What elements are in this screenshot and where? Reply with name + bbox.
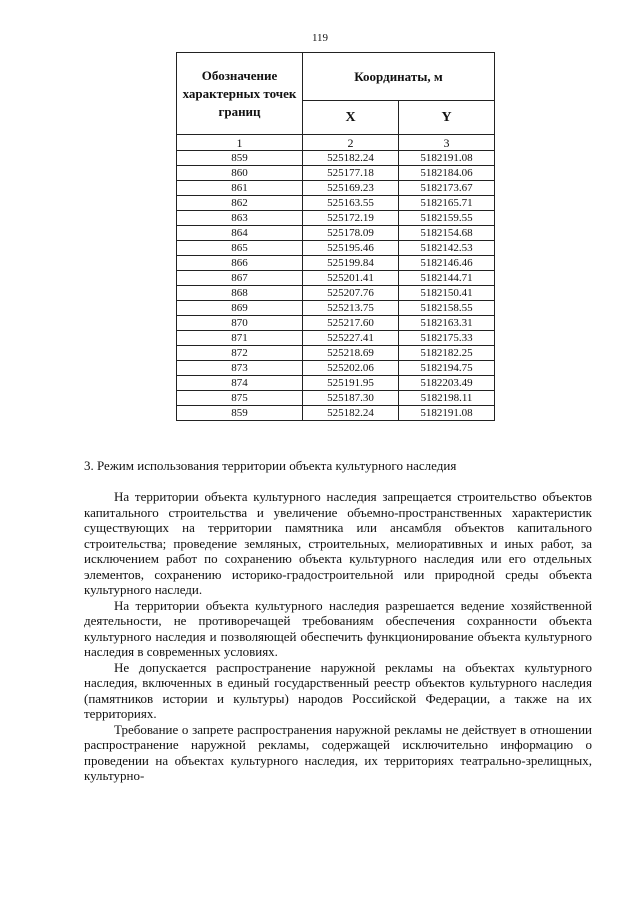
coord-y: 5182163.31 [399,316,495,331]
table-row [177,226,495,241]
coord-y: 5182150.41 [399,286,495,301]
table-row [177,241,495,256]
table-row [177,211,495,226]
coordinates-table [176,52,495,421]
coord-x: 525218.69 [303,346,399,361]
coord-y: 5182175.33 [399,331,495,346]
coord-x: 525217.60 [303,316,399,331]
coord-y: 5182142.53 [399,241,495,256]
table-row [177,316,495,331]
coord-y: 5182173.67 [399,181,495,196]
point-id: 870 [177,316,303,331]
point-id: 867 [177,271,303,286]
column-number: 2 [303,135,399,151]
coord-y: 5182184.06 [399,166,495,181]
body-text [84,489,592,784]
table-row [177,286,495,301]
coord-y: 5182198.11 [399,391,495,406]
point-id: 869 [177,301,303,316]
coord-x: 525195.46 [303,241,399,256]
coord-y: 5182165.71 [399,196,495,211]
coord-y: 5182191.08 [399,151,495,166]
page-number: 119 [311,32,329,44]
point-id: 859 [177,151,303,166]
coord-y: 5182159.55 [399,211,495,226]
column-number: 1 [177,135,303,151]
point-id: 864 [177,226,303,241]
table-row [177,301,495,316]
point-id: 871 [177,331,303,346]
coord-y: 5182191.08 [399,406,495,421]
coord-x: 525178.09 [303,226,399,241]
table-row [177,166,495,181]
coord-x: 525182.24 [303,151,399,166]
coord-x: 525227.41 [303,331,399,346]
coord-y: 5182154.68 [399,226,495,241]
table-row [177,151,495,166]
coord-x: 525213.75 [303,301,399,316]
coord-x: 525169.23 [303,181,399,196]
coord-y: 5182146.46 [399,256,495,271]
coord-x: 525177.18 [303,166,399,181]
point-id: 873 [177,361,303,376]
table-row [177,271,495,286]
point-id: 865 [177,241,303,256]
point-id: 861 [177,181,303,196]
point-id: 874 [177,376,303,391]
table-row [177,181,495,196]
section-title: 3. Режим использования территории объекта культурного наследия [84,458,457,473]
table-row [177,361,495,376]
coord-y: 5182144.71 [399,271,495,286]
table-row [177,331,495,346]
coord-y: 5182203.49 [399,376,495,391]
column-number: 3 [399,135,495,151]
coord-x: 525199.84 [303,256,399,271]
table-row [177,346,495,361]
coord-y: 5182158.55 [399,301,495,316]
paragraph: Требование о запрете распространения наружной рекламы не действует в отношении распространение наружной рекламы, содержащей исключительно информацию о проведении на объектах культурного наследия, их территориях театрально-зрелищных, культурно- [84,721,592,783]
coord-y: 5182194.75 [399,361,495,376]
table-row [177,391,495,406]
paragraph: Не допускается распространение наружной рекламы на объектах культурного наследия, включенных в единый государственный реестр объектов культурного наследия (памятников истории и культуры) народов Российской Федерации, а также на их территориях. [84,659,592,721]
paragraph: На территории объекта культурного наследия запрещается строительство объектов капитального строительства и увеличение объемно-пространственных характеристик существующих на территории памятника или ансамбля объектов капитального строительства; проведение земляных, строительных, мелиоративных и иных работ, за исключением работ по сохранению объекта культурного наследия или его отдельных элементов, сохранению историко-градостроительной или природной среды объекта культурного наследи. [84,489,592,597]
coord-x: 525207.76 [303,286,399,301]
coord-x: 525182.24 [303,406,399,421]
point-id: 860 [177,166,303,181]
point-id: 875 [177,391,303,406]
point-id: 872 [177,346,303,361]
coord-y: 5182182.25 [399,346,495,361]
table-row [177,376,495,391]
header-x: X [303,101,399,135]
point-id: 859 [177,406,303,421]
table-row [177,406,495,421]
header-coordinates: Координаты, м [303,53,495,101]
paragraph: На территории объекта культурного наследия разрешается ведение хозяйственной деятельности, не противоречащей требованиям обеспечения сохранности объекта культурного наследия и позволяющей обеспечить функционирование объекта культурного наследия в современных условиях. [84,597,592,659]
coord-x: 525172.19 [303,211,399,226]
coord-x: 525191.95 [303,376,399,391]
coord-x: 525187.30 [303,391,399,406]
coord-x: 525163.55 [303,196,399,211]
point-id: 862 [177,196,303,211]
header-designation: Обозначение характерных точек границ [177,53,303,135]
table-row [177,256,495,271]
table-row [177,196,495,211]
point-id: 868 [177,286,303,301]
coord-x: 525202.06 [303,361,399,376]
point-id: 863 [177,211,303,226]
header-y: Y [399,101,495,135]
point-id: 866 [177,256,303,271]
coord-x: 525201.41 [303,271,399,286]
